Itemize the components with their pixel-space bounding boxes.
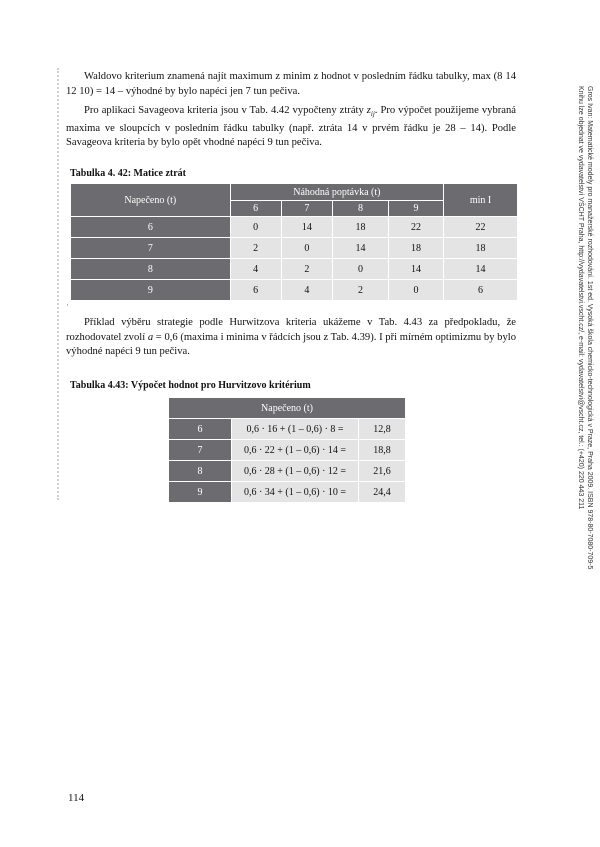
paragraph-wald <box>66 70 516 99</box>
loss-variable: z <box>366 105 371 116</box>
table-cell: 2 <box>332 280 388 301</box>
table-cell: 2 <box>230 238 281 259</box>
paragraph-wald-text: Waldovo kriterium znamená najít maximum z minim z hodnot v posledním řádku tabulky, max (8 14 12 10) = 14 – výhodné by bylo napéci jen 7 tun pečiva. <box>66 71 516 97</box>
table-row <box>71 280 518 301</box>
value-cell: 24,4 <box>359 482 406 503</box>
value-cell: 12,8 <box>359 419 406 440</box>
table-cell: 0 <box>389 280 444 301</box>
row-label: 7 <box>169 440 232 461</box>
table-row <box>71 259 518 280</box>
table-cell: 4 <box>281 280 332 301</box>
value-cell: 18,8 <box>359 440 406 461</box>
hurwitz-table <box>168 397 406 503</box>
table-42-col-header: 8 <box>332 201 388 217</box>
row-label: 7 <box>71 238 231 259</box>
paragraph-hurwitz <box>66 316 516 360</box>
table-42-caption: Tabulka 4. 42: Matice ztrát <box>70 168 187 179</box>
table-cell: 0 <box>230 217 281 238</box>
margin-dotted-rule <box>57 68 59 500</box>
table-cell: 18 <box>389 238 444 259</box>
table-43-header: Napečeno (t) <box>169 398 406 419</box>
table-42-group-header: Náhodná poptávka (t) <box>230 184 443 201</box>
optimism-variable: a <box>147 331 154 343</box>
table-row <box>169 419 406 440</box>
table-42-last-header: min I <box>444 184 518 217</box>
sidenote-line-1: Gros Ivan: Matematické modely pro manažerské rozhodování. 1st ed. Vysoká škola chemicko-technologická v Praze, Praha 2009. ISBN 978-80-7080-709-5 <box>586 86 593 570</box>
row-label: 9 <box>169 482 232 503</box>
stray-dot: · <box>66 300 69 310</box>
loss-variable-subscript: ij <box>370 110 375 119</box>
table-42-col-header: 6 <box>230 201 281 217</box>
row-label: 6 <box>71 217 231 238</box>
row-label: 9 <box>71 280 231 301</box>
table-row <box>169 440 406 461</box>
table-cell-min: 6 <box>444 280 518 301</box>
table-cell: 2 <box>281 259 332 280</box>
table-row <box>169 482 406 503</box>
table-cell: 18 <box>332 217 388 238</box>
table-row <box>71 238 518 259</box>
table-cell-min: 14 <box>444 259 518 280</box>
paragraph-savage-text-a: Pro aplikaci Savageova kriteria jsou v Tab. 4.42 vypočteny ztráty <box>84 105 367 116</box>
paragraph-hurwitz-text-a: Příklad výběru strategie podle Hurwitzova kriteria ukážeme v Tab. 4.43 za předpokladu, že rozhodovatel zvolí <box>66 317 516 343</box>
table-42-col-header: 9 <box>389 201 444 217</box>
table-cell-min: 18 <box>444 238 518 259</box>
table-cell: 22 <box>389 217 444 238</box>
table-42-col-header: 7 <box>281 201 332 217</box>
formula-cell: 0,6 · 34 + (1 – 0,6) · 10 = <box>232 482 359 503</box>
table-row <box>71 217 518 238</box>
table-cell: 14 <box>389 259 444 280</box>
row-label: 8 <box>71 259 231 280</box>
row-label: 6 <box>169 419 232 440</box>
copyright-sidenote <box>576 86 594 686</box>
table-cell: 0 <box>281 238 332 259</box>
table-row <box>169 461 406 482</box>
table-cell: 14 <box>281 217 332 238</box>
table-cell-min: 22 <box>444 217 518 238</box>
table-42-row-header: Napečeno (t) <box>71 184 231 217</box>
table-cell: 6 <box>230 280 281 301</box>
row-label: 8 <box>169 461 232 482</box>
paragraph-savage-text-b: . Pro výpočet použijeme vybraná maxima ve sloupcích v posledním řádku tabulky (např. ztráta 14 v prvém řádku je 28 – 14). Podle Savageova kriteria by bylo opět vhodné napéci 9 tun pečiva. <box>66 105 516 149</box>
table-cell: 14 <box>332 238 388 259</box>
table-cell: 0 <box>332 259 388 280</box>
loss-matrix-table <box>70 183 518 301</box>
paragraph-hurwitz-text-b: = 0,6 (maxima i minima v řádcích jsou z Tab. 4.39). I při mírném optimizmu by bylo výhodné napéci 9 tun pečiva. <box>66 331 516 358</box>
sidenote-line-2: Knihu lze objednat ve vydavatelství VŠCHT Praha, http://vydavatelstvi.vscht.cz/, e-mail: vydavatelstvi@vscht.cz, tel.: (+420) 220 443 211 <box>577 86 584 510</box>
paragraph-savage <box>66 104 516 151</box>
table-cell: 4 <box>230 259 281 280</box>
table-43-caption: Tabulka 4.43: Výpočet hodnot pro Hurvitzovo kritérium <box>70 380 311 391</box>
page-number: 114 <box>68 792 85 804</box>
formula-cell: 0,6 · 16 + (1 – 0,6) · 8 = <box>232 419 359 440</box>
formula-cell: 0,6 · 22 + (1 – 0,6) · 14 = <box>232 440 359 461</box>
value-cell: 21,6 <box>359 461 406 482</box>
formula-cell: 0,6 · 28 + (1 – 0,6) · 12 = <box>232 461 359 482</box>
